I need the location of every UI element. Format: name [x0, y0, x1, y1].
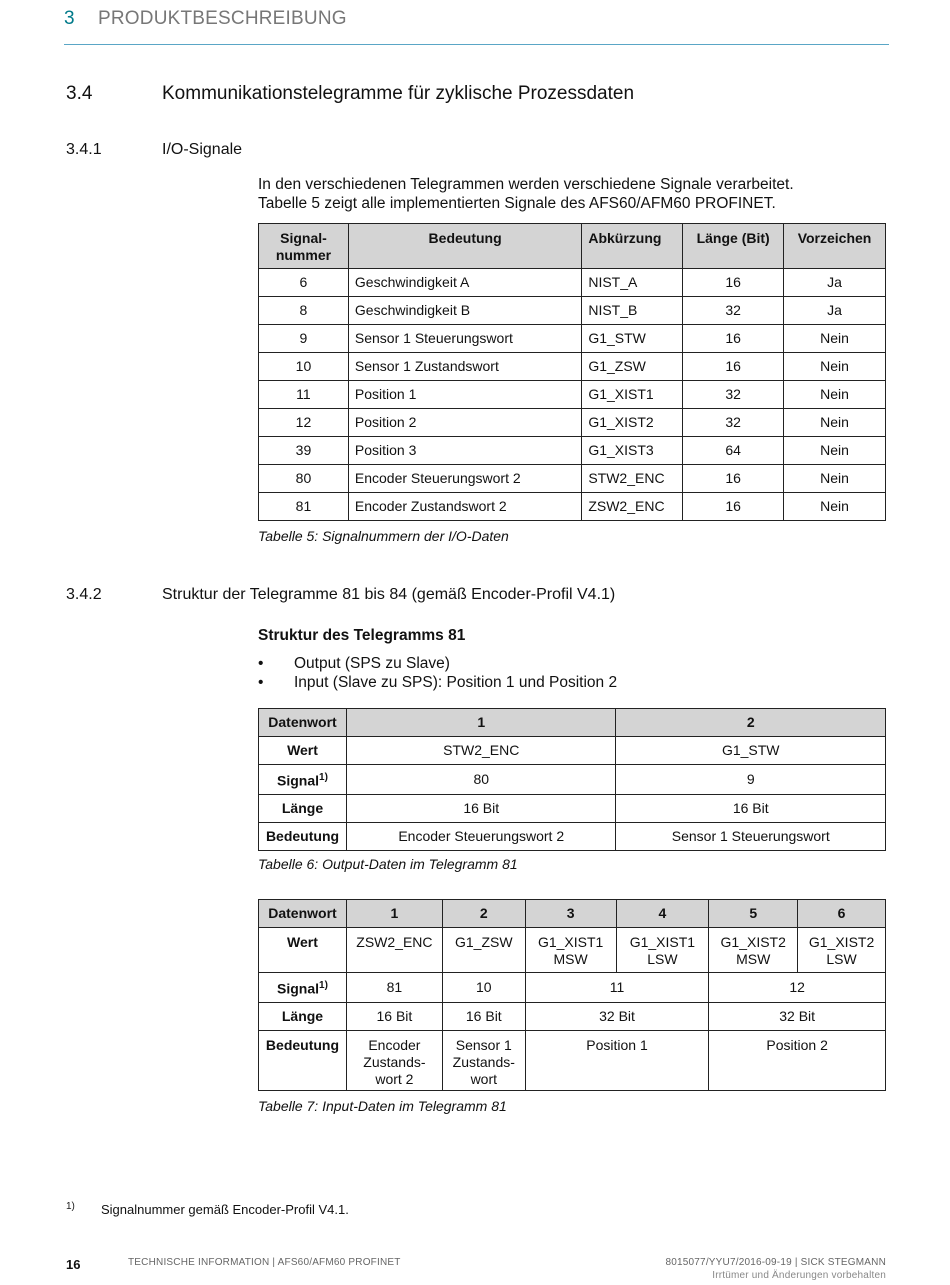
table-row: [259, 795, 886, 823]
table-row: [259, 325, 886, 353]
cell-bedeutung: Position 2: [709, 1031, 886, 1091]
cell-laenge: 32: [683, 409, 784, 437]
cell-vorzeichen: Ja: [784, 297, 886, 325]
cell-bedeutung: Sensor 1 Zustandswort: [348, 353, 581, 381]
label-bedeutung: Bedeutung: [259, 1031, 347, 1091]
label-laenge: Länge: [259, 1003, 347, 1031]
cell-signal: 81: [259, 493, 349, 521]
cell-signal: 9: [616, 765, 886, 795]
table-row: [259, 493, 886, 521]
cell-abkuerzung: STW2_ENC: [582, 465, 683, 493]
cell-bedeutung: Sensor 1 Zustands- wort: [442, 1031, 525, 1091]
list-item: [258, 655, 858, 675]
table-row: [259, 928, 886, 973]
cell-signal: 10: [259, 353, 349, 381]
col-header: 2: [616, 709, 886, 737]
label-bedeutung: Bedeutung: [259, 823, 347, 851]
table-row: [259, 353, 886, 381]
bullet-text: Input (Slave zu SPS): Position 1 und Position 2: [294, 674, 618, 691]
cell-wert: G1_ZSW: [442, 928, 525, 973]
cell-vorzeichen: Nein: [784, 353, 886, 381]
cell-laenge: 16: [683, 465, 784, 493]
col-header: 2: [442, 900, 525, 928]
table-row: [259, 409, 886, 437]
col-header: 3: [525, 900, 616, 928]
telegram-81-subheading: Struktur des Telegramms 81: [258, 627, 466, 644]
header-bedeutung: Bedeutung: [348, 224, 581, 269]
col-header: 5: [709, 900, 798, 928]
cell-vorzeichen: Nein: [784, 465, 886, 493]
table-row: [259, 1003, 886, 1031]
cell-bedeutung: Position 1: [525, 1031, 709, 1091]
header-laenge: Länge (Bit): [683, 224, 784, 269]
cell-vorzeichen: Ja: [784, 269, 886, 297]
cell-signal: 12: [259, 409, 349, 437]
table-row: [259, 297, 886, 325]
cell-abkuerzung: G1_ZSW: [582, 353, 683, 381]
table-6-output-data: [258, 708, 886, 851]
cell-laenge: 64: [683, 437, 784, 465]
section-3-4-1-title: I/O-Signale: [162, 141, 243, 158]
cell-bedeutung: Encoder Steuerungswort 2: [348, 465, 581, 493]
footer-doc-title: TECHNISCHE INFORMATION | AFS60/AFM60 PROFINET: [128, 1257, 401, 1268]
table-7-caption: Tabelle 7: Input-Daten im Telegramm 81: [258, 1098, 507, 1114]
header-signalnummer: Signal- nummer: [259, 224, 349, 269]
cell-laenge: 16: [683, 269, 784, 297]
col-header: 6: [798, 900, 886, 928]
cell-wert: G1_XIST2 LSW: [798, 928, 886, 973]
section-3-4-2-number: 3.4.2: [66, 586, 102, 603]
footer-disclaimer: Irrtümer und Änderungen vorbehalten: [712, 1270, 886, 1281]
cell-vorzeichen: Nein: [784, 493, 886, 521]
cell-bedeutung: Position 2: [348, 409, 581, 437]
chapter-title: PRODUKTBESCHREIBUNG: [98, 8, 347, 29]
section-3-4-2-title: Struktur der Telegramme 81 bis 84 (gemäß Encoder-Profil V4.1): [162, 586, 616, 603]
table-row: [259, 737, 886, 765]
cell-abkuerzung: NIST_A: [582, 269, 683, 297]
col-header: 1: [346, 900, 442, 928]
cell-signal: 11: [525, 973, 709, 1003]
table-row: [259, 973, 886, 1003]
page-number: 16: [66, 1257, 81, 1272]
cell-abkuerzung: ZSW2_ENC: [582, 493, 683, 521]
table-row: [259, 900, 886, 928]
cell-vorzeichen: Nein: [784, 325, 886, 353]
footnote-mark: 1): [66, 1201, 75, 1212]
cell-abkuerzung: G1_XIST3: [582, 437, 683, 465]
cell-bedeutung: Encoder Zustandswort 2: [348, 493, 581, 521]
label-signal: Signal$^{1)}$: [259, 973, 347, 1003]
cell-bedeutung: Encoder Steuerungswort 2: [346, 823, 616, 851]
col-header: 1: [346, 709, 616, 737]
header-divider: [64, 44, 889, 45]
label-datenwort: Datenwort: [259, 709, 347, 737]
cell-laenge: 16 Bit: [346, 795, 616, 823]
cell-laenge: 32 Bit: [709, 1003, 886, 1031]
cell-wert: G1_XIST1 LSW: [616, 928, 709, 973]
table-5-signal-numbers: [258, 223, 886, 521]
col-header: 4: [616, 900, 709, 928]
bullet-text: Output (SPS zu Slave): [294, 655, 450, 672]
cell-signal: 39: [259, 437, 349, 465]
section-3-4-title: Kommunikationstelegramme für zyklische Prozessdaten: [162, 83, 635, 104]
bullet-marker: •: [258, 674, 264, 691]
cell-signal: 8: [259, 297, 349, 325]
cell-vorzeichen: Nein: [784, 409, 886, 437]
cell-laenge: 16: [683, 493, 784, 521]
cell-signal: 10: [442, 973, 525, 1003]
cell-wert: ZSW2_ENC: [346, 928, 442, 973]
cell-bedeutung: Encoder Zustands- wort 2: [346, 1031, 442, 1091]
chapter-number: 3: [64, 8, 75, 29]
cell-signal: 9: [259, 325, 349, 353]
table-row: [259, 1031, 886, 1091]
cell-abkuerzung: G1_XIST2: [582, 409, 683, 437]
cell-laenge: 32: [683, 297, 784, 325]
label-laenge: Länge: [259, 795, 347, 823]
cell-laenge: 16: [683, 325, 784, 353]
cell-laenge: 16 Bit: [616, 795, 886, 823]
cell-abkuerzung: G1_STW: [582, 325, 683, 353]
table-row: [259, 269, 886, 297]
cell-signal: 11: [259, 381, 349, 409]
cell-laenge: 16 Bit: [346, 1003, 442, 1031]
table-row: [259, 709, 886, 737]
table-row: [259, 465, 886, 493]
cell-bedeutung: Position 1: [348, 381, 581, 409]
table-5-header-row: [259, 224, 886, 269]
section-3-4-number: 3.4: [66, 83, 93, 104]
label-signal: Signal$^{1)}$: [259, 765, 347, 795]
table-row: [259, 437, 886, 465]
cell-signal: 12: [709, 973, 886, 1003]
cell-bedeutung: Sensor 1 Steuerungswort: [348, 325, 581, 353]
footer-doc-id: 8015077/YYU7/2016-09-19 | SICK STEGMANN: [665, 1257, 886, 1268]
table-7-input-data: [258, 899, 886, 1091]
intro-line-1: In den verschiedenen Telegrammen werden verschiedene Signale verarbeitet.: [258, 176, 794, 193]
cell-wert: G1_STW: [616, 737, 886, 765]
table-row: [259, 765, 886, 795]
cell-wert: G1_XIST1 MSW: [525, 928, 616, 973]
cell-laenge: 32 Bit: [525, 1003, 709, 1031]
cell-wert: G1_XIST2 MSW: [709, 928, 798, 973]
cell-laenge: 32: [683, 381, 784, 409]
list-item: [258, 674, 858, 694]
section-3-4-1-number: 3.4.1: [66, 141, 102, 158]
cell-abkuerzung: G1_XIST1: [582, 381, 683, 409]
cell-bedeutung: Position 3: [348, 437, 581, 465]
cell-vorzeichen: Nein: [784, 437, 886, 465]
table-row: [259, 381, 886, 409]
table-6-caption: Tabelle 6: Output-Daten im Telegramm 81: [258, 856, 518, 872]
cell-laenge: 16: [683, 353, 784, 381]
header-vorzeichen: Vorzeichen: [784, 224, 886, 269]
intro-line-2: Tabelle 5 zeigt alle implementierten Signale des AFS60/AFM60 PROFINET.: [258, 195, 776, 212]
cell-signal: 81: [346, 973, 442, 1003]
cell-bedeutung: Geschwindigkeit A: [348, 269, 581, 297]
cell-vorzeichen: Nein: [784, 381, 886, 409]
bullet-marker: •: [258, 655, 264, 672]
label-wert: Wert: [259, 928, 347, 973]
footnote-text: Signalnummer gemäß Encoder-Profil V4.1.: [101, 1202, 349, 1217]
table-row: [259, 823, 886, 851]
cell-wert: STW2_ENC: [346, 737, 616, 765]
cell-signal: 80: [259, 465, 349, 493]
header-abkuerzung: Abkürzung: [582, 224, 683, 269]
cell-laenge: 16 Bit: [442, 1003, 525, 1031]
cell-bedeutung: Sensor 1 Steuerungswort: [616, 823, 886, 851]
cell-abkuerzung: NIST_B: [582, 297, 683, 325]
table-5-caption: Tabelle 5: Signalnummern der I/O-Daten: [258, 528, 509, 544]
cell-signal: 80: [346, 765, 616, 795]
label-datenwort: Datenwort: [259, 900, 347, 928]
label-wert: Wert: [259, 737, 347, 765]
cell-bedeutung: Geschwindigkeit B: [348, 297, 581, 325]
cell-signal: 6: [259, 269, 349, 297]
